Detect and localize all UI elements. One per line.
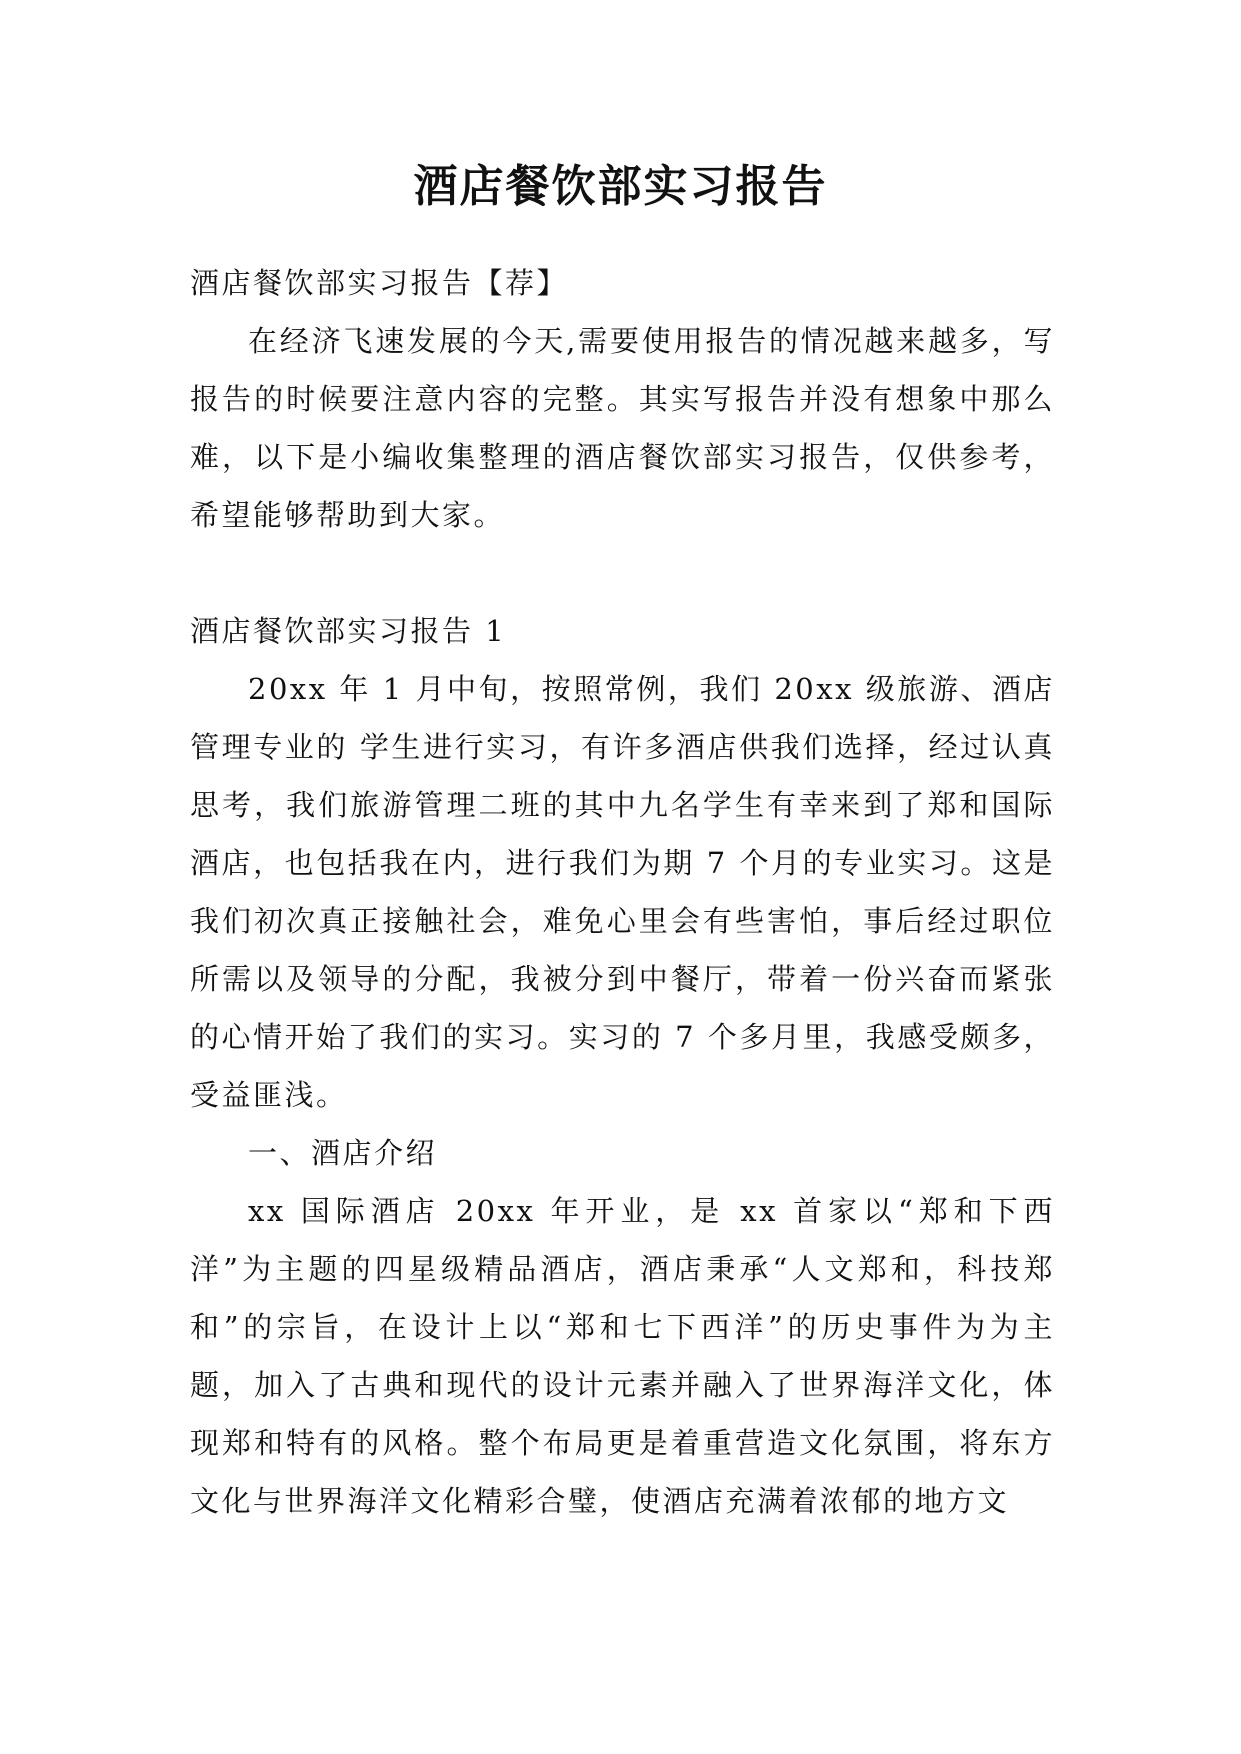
intro-paragraph: 在经济飞速发展的今天,需要使用报告的情况越来越多，写报告的时候要注意内容的完整。其实写报告并没有想象中那么难，以下是小编收集整理的酒店餐饮部实习报告，仅供参考，希望能够帮助到大家。 (190, 324, 1055, 532)
paragraph-gap (190, 544, 1055, 602)
document-body (190, 254, 1055, 1530)
section-paragraph: 20xx 年 1 月中旬，按照常例，我们 20xx 级旅游、酒店管理专业的 学生进行实习，有许多酒店供我们选择，经过认真思考，我们旅游管理二班的其中九名学生有幸来到了郑和国际酒店，也包括我在内，进行我们为期 7 个月的专业实习。这是我们初次真正接触社会，难免心里会有些害怕，事后经过职位所需以及领导的分配，我被分到中餐厅，带着一份兴奋而紧张的心情开始了我们的实习。实习的 7 个多月里，我感受颇多，受益匪浅。 (190, 672, 1055, 1112)
document-subtitle: 酒店餐饮部实习报告【荐】 (190, 266, 569, 300)
section-paragraph: xx 国际酒店 20xx 年开业，是 xx 首家以“郑和下西洋”为主题的四星级精品酒店，酒店秉承“人文郑和，科技郑和”的宗旨，在设计上以“郑和七下西洋”的历史事件为为主题，加入了古典和现代的设计元素并融入了世界海洋文化，体现郑和特有的风格。整个布局更是着重营造文化氛围，将东方文化与世界海洋文化精彩合璧，使酒店充满着浓郁的地方文 (190, 1194, 1055, 1518)
sub-heading: 一、酒店介绍 (248, 1136, 438, 1170)
document-title: 酒店餐饮部实习报告 (413, 161, 828, 212)
section-heading: 酒店餐饮部实习报告 1 (190, 614, 507, 648)
